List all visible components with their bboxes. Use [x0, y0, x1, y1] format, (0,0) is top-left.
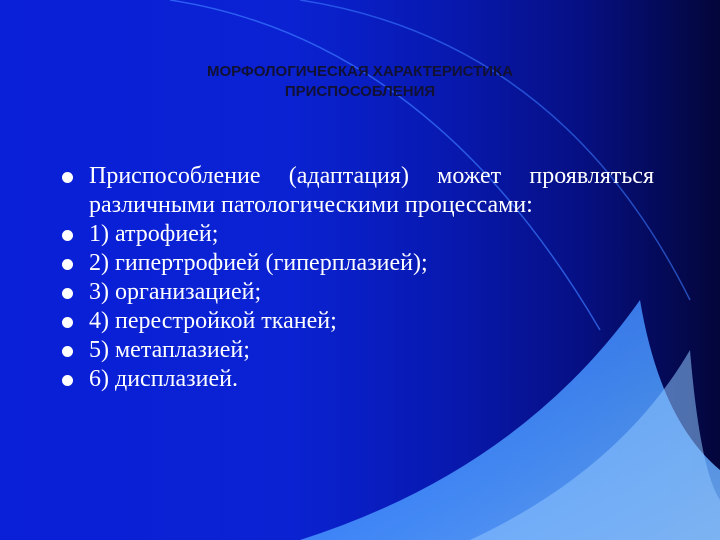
list-item-text: 4) перестройкой тканей; [89, 308, 337, 334]
list-item [62, 336, 654, 365]
list-item [62, 220, 654, 249]
list-item-text: Приспособление (адаптация) может проявляться различными патологическими процессами: [89, 163, 654, 218]
list-item-text: 2) гипертрофией (гиперплазией); [89, 250, 428, 276]
title-line-1: МОРФОЛОГИЧЕСКАЯ ХАРАКТЕРИСТИКА [206, 63, 514, 80]
list-item [62, 278, 654, 307]
bullet-icon [62, 172, 73, 183]
list-item-text: 6) дисплазией. [89, 366, 238, 392]
bullet-icon [62, 288, 73, 299]
bullet-list [62, 162, 654, 394]
title-line-2: ПРИСПОСОБЛЕНИЯ [284, 83, 436, 100]
list-item-text: 1) атрофией; [89, 221, 219, 247]
list-item-text: 3) организацией; [89, 279, 262, 305]
bullet-icon [62, 259, 73, 270]
list-item-text: 5) метаплазией; [89, 337, 250, 363]
bullet-icon [62, 230, 73, 241]
slide-title [120, 62, 600, 102]
list-item [62, 249, 654, 278]
list-item [62, 162, 654, 220]
bullet-icon [62, 375, 73, 386]
bullet-icon [62, 346, 73, 357]
list-item [62, 365, 654, 394]
list-item [62, 307, 654, 336]
bullet-icon [62, 317, 73, 328]
